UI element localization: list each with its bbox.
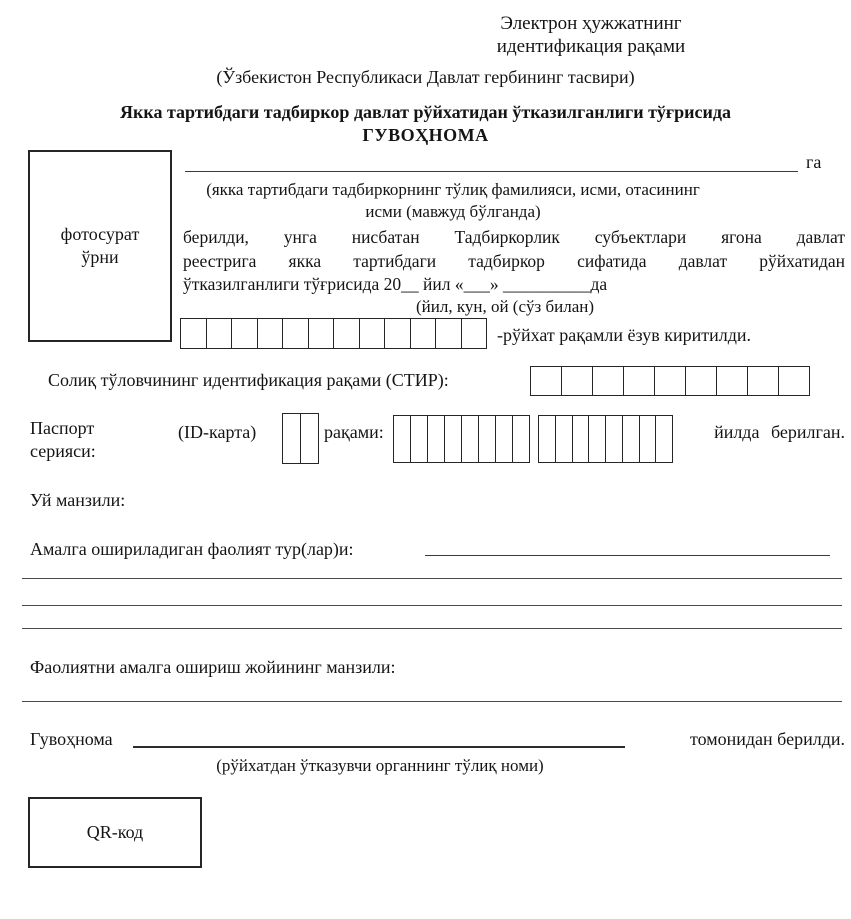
recipient-hint bbox=[183, 179, 723, 223]
form-subtitle-text: ГУВОҲНОМА bbox=[362, 125, 489, 145]
input-cell[interactable] bbox=[435, 319, 461, 348]
input-cell[interactable] bbox=[257, 319, 283, 348]
body-paragraph-line3: ўтказилганлиги тўғрисида 20__ йил «___» __________да bbox=[183, 274, 608, 294]
input-cell[interactable] bbox=[333, 319, 359, 348]
registration-number-cells[interactable] bbox=[180, 318, 487, 349]
date-hint: (йил, кун, ой (сўз билан) bbox=[415, 297, 594, 316]
input-cell[interactable] bbox=[605, 416, 622, 462]
place-of-activity-label: Фаолиятни амалга ошириш жойининг манзили: bbox=[30, 657, 396, 677]
input-cell[interactable] bbox=[639, 416, 656, 462]
input-cell[interactable] bbox=[539, 416, 555, 462]
form-subtitle bbox=[0, 124, 851, 147]
issuer-hint: (рўйхатдан ўтказувчи органнинг тўлиқ номи) bbox=[216, 756, 544, 775]
input-cell[interactable] bbox=[461, 319, 487, 348]
input-cell[interactable] bbox=[181, 319, 206, 348]
body-paragraph-line2: реестрига якка тартибдаги тадбиркор сифатида давлат рўйхатидан bbox=[183, 250, 845, 271]
qr-code-box bbox=[28, 797, 202, 868]
emblem-note: (Ўзбекистон Республикаси Давлат гербининг тасвири) bbox=[216, 67, 635, 87]
recipient-hint-line2: исми (мавжуд бўлганда) bbox=[365, 202, 541, 221]
input-cell[interactable] bbox=[410, 416, 427, 462]
input-cell[interactable] bbox=[685, 367, 716, 395]
recipient-name-blank[interactable] bbox=[185, 152, 798, 172]
certificate-issuer-prefix: Гувоҳнома bbox=[30, 729, 113, 749]
input-cell[interactable] bbox=[623, 367, 654, 395]
activity-blank-line-3[interactable] bbox=[22, 628, 842, 629]
input-cell[interactable] bbox=[384, 319, 410, 348]
input-cell[interactable] bbox=[410, 319, 436, 348]
input-cell[interactable] bbox=[747, 367, 778, 395]
passport-series-label-line1: Паспорт bbox=[30, 418, 95, 438]
input-cell[interactable] bbox=[622, 416, 639, 462]
electronic-doc-id-note bbox=[432, 12, 750, 58]
input-cell[interactable] bbox=[561, 367, 592, 395]
input-cell[interactable] bbox=[592, 367, 623, 395]
passport-series-label-line2: серияси: bbox=[30, 441, 96, 461]
input-cell[interactable] bbox=[394, 416, 410, 462]
photo-placeholder-box bbox=[28, 150, 172, 342]
passport-series-label bbox=[30, 417, 96, 463]
registration-suffix: -рўйхат рақамли ёзув киритилди. bbox=[497, 325, 752, 345]
passport-series-cells[interactable] bbox=[282, 413, 319, 464]
form-title: Якка тартибдаги тадбиркор давлат рўйхатидан ўтказилганлиги тўғрисида bbox=[120, 102, 731, 122]
input-cell[interactable] bbox=[531, 367, 561, 395]
input-cell[interactable] bbox=[427, 416, 444, 462]
passport-number-cells-2[interactable] bbox=[538, 415, 673, 463]
input-cell[interactable] bbox=[495, 416, 512, 462]
input-cell[interactable] bbox=[588, 416, 605, 462]
activity-blank-line-1[interactable] bbox=[22, 578, 842, 579]
activity-types-label: Амалга ошириладиган фаолият тур(лар)и: bbox=[30, 539, 354, 559]
body-paragraph bbox=[183, 226, 845, 297]
input-cell[interactable] bbox=[778, 367, 809, 395]
id-card-label: (ID-карта) bbox=[178, 422, 257, 442]
input-cell[interactable] bbox=[461, 416, 478, 462]
input-cell[interactable] bbox=[282, 319, 308, 348]
input-cell[interactable] bbox=[444, 416, 461, 462]
issue-year-label: йилда берилган. bbox=[714, 422, 845, 442]
photo-placeholder-line1: фотосурат bbox=[60, 224, 140, 244]
issuer-blank-line[interactable] bbox=[133, 728, 625, 748]
input-cell[interactable] bbox=[359, 319, 385, 348]
body-paragraph-line1: берилди, унга нисбатан Тадбиркорлик субъектлари ягона давлат bbox=[183, 227, 845, 247]
recipient-hint-line1: (якка тартибдаги тадбиркорнинг тўлиқ фамилияси, исми, отасининг bbox=[206, 180, 700, 199]
input-cell[interactable] bbox=[572, 416, 589, 462]
electronic-doc-id-note-line2: идентификация рақами bbox=[496, 36, 686, 57]
input-cell[interactable] bbox=[716, 367, 747, 395]
place-blank-line[interactable] bbox=[22, 701, 842, 702]
activity-blank-inline[interactable] bbox=[425, 538, 830, 556]
input-cell[interactable] bbox=[308, 319, 334, 348]
input-cell[interactable] bbox=[206, 319, 232, 348]
recipient-suffix: га bbox=[806, 152, 822, 172]
input-cell[interactable] bbox=[654, 367, 685, 395]
input-cell[interactable] bbox=[478, 416, 495, 462]
input-cell[interactable] bbox=[300, 414, 318, 463]
input-cell[interactable] bbox=[512, 416, 529, 462]
passport-number-label: рақами: bbox=[324, 422, 384, 442]
stir-label: Солиқ тўловчининг идентификация рақами (СТИР): bbox=[48, 370, 449, 390]
input-cell[interactable] bbox=[655, 416, 672, 462]
input-cell[interactable] bbox=[555, 416, 572, 462]
activity-blank-line-2[interactable] bbox=[22, 605, 842, 606]
photo-placeholder-line2: ўрни bbox=[81, 247, 119, 267]
issuer-suffix: томонидан берилди. bbox=[689, 729, 845, 749]
input-cell[interactable] bbox=[283, 414, 300, 463]
qr-code-label: QR-код bbox=[86, 822, 144, 842]
input-cell[interactable] bbox=[231, 319, 257, 348]
passport-number-cells-1[interactable] bbox=[393, 415, 530, 463]
home-address-label: Уй манзили: bbox=[30, 490, 126, 510]
stir-cells[interactable] bbox=[530, 366, 810, 396]
electronic-doc-id-note-line1: Электрон ҳужжатнинг bbox=[500, 13, 682, 34]
